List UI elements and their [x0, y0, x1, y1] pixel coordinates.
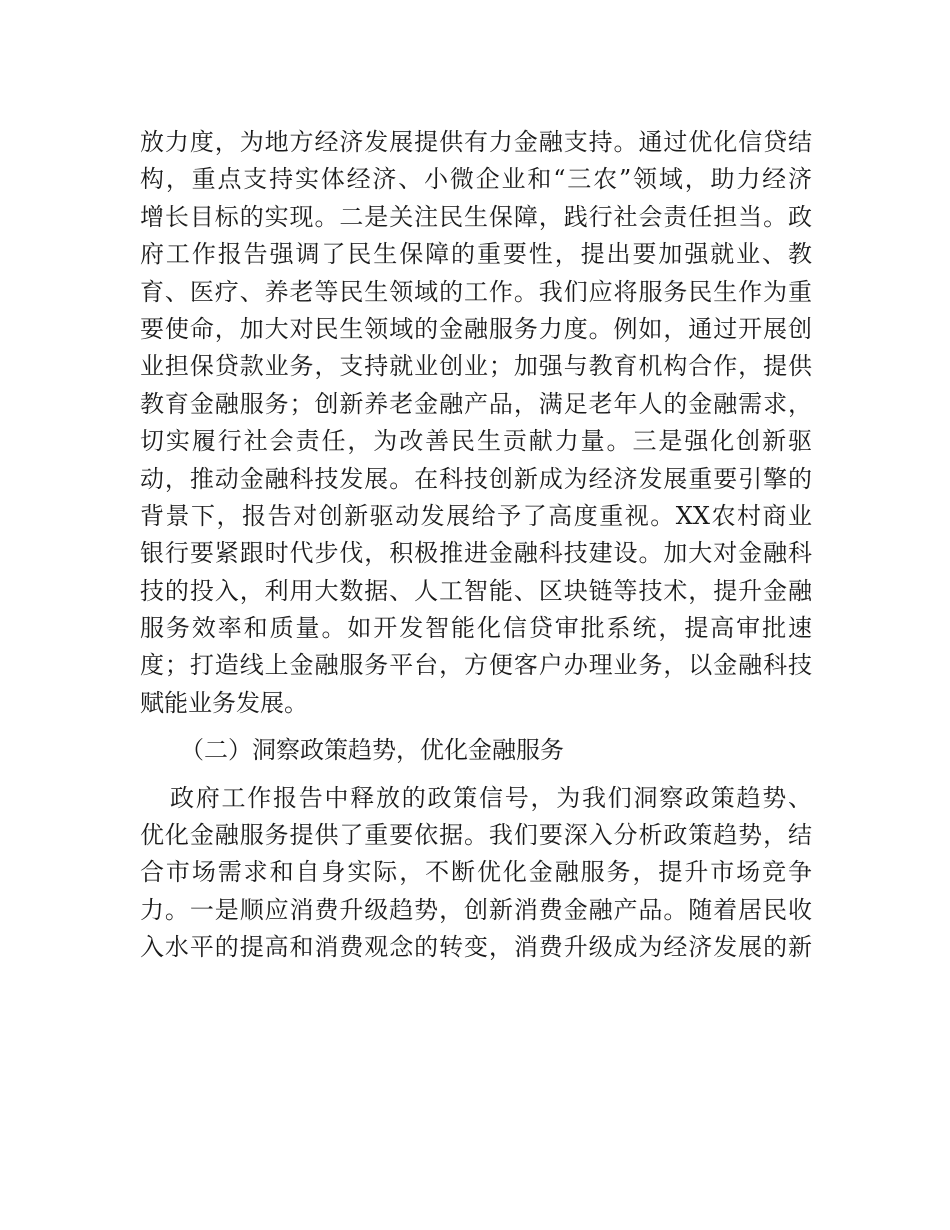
text-line: 增长目标的实现。二是关注民生保障，践行社会责任担当。政 — [140, 202, 812, 231]
spacer — [140, 722, 812, 732]
document-page — [140, 124, 812, 967]
spacer — [140, 770, 812, 780]
text-line: 优化金融服务提供了重要依据。我们要深入分析政策趋势，结 — [140, 821, 812, 850]
text-line: 放力度，为地方经济发展提供有力金融支持。通过优化信贷结 — [140, 128, 812, 156]
text-line: 背景下，报告对创新驱动发展给予了高度重视。XX农村商业 — [140, 501, 812, 530]
text-line: 动，推动金融科技发展。在科技创新成为经济发展重要引擎的 — [140, 464, 812, 493]
text-line: 育、医疗、养老等民生领域的工作。我们应将服务民生作为重 — [140, 277, 812, 306]
paragraph-1 — [140, 124, 812, 722]
text-line: 服务效率和质量。如开发智能化信贷审批系统，提高审批速 — [140, 614, 812, 643]
text-line: 府工作报告强调了民生保障的重要性，提出要加强就业、教 — [140, 240, 812, 269]
text-line: 合市场需求和自身实际，不断优化金融服务，提升市场竞争 — [140, 858, 812, 887]
text-line: 政府工作报告中释放的政策信号，为我们洞察政策趋势、 — [170, 783, 812, 812]
text-line: 构，重点支持实体经济、小微企业和“三农”领域，助力经济 — [140, 165, 812, 194]
text-line: 入水平的提高和消费观念的转变，消费升级成为经济发展的新 — [140, 933, 812, 962]
text-line: 要使命，加大对民生领域的金融服务力度。例如，通过开展创 — [140, 314, 812, 343]
text-line: 赋能业务发展。 — [140, 688, 308, 717]
text-line: 力。一是顺应消费升级趋势，创新消费金融产品。随着居民收 — [140, 895, 812, 924]
text-line: 业担保贷款业务，支持就业创业；加强与教育机构合作，提供 — [140, 352, 812, 381]
paragraph-2 — [140, 780, 812, 967]
text-line: 切实履行社会责任，为改善民生贡献力量。三是强化创新驱 — [140, 427, 812, 456]
text-line: 度；打造线上金融服务平台，方便客户办理业务，以金融科技 — [140, 651, 812, 680]
text-line: 技的投入，利用大数据、人工智能、区块链等技术，提升金融 — [140, 576, 812, 605]
text-line: 教育金融服务；创新养老金融产品，满足老年人的金融需求， — [140, 389, 812, 418]
section-heading: （二）洞察政策趋势，优化金融服务 — [180, 736, 564, 765]
text-line: 银行要紧跟时代步伐，积极推进金融科技建设。加大对金融科 — [140, 539, 812, 568]
